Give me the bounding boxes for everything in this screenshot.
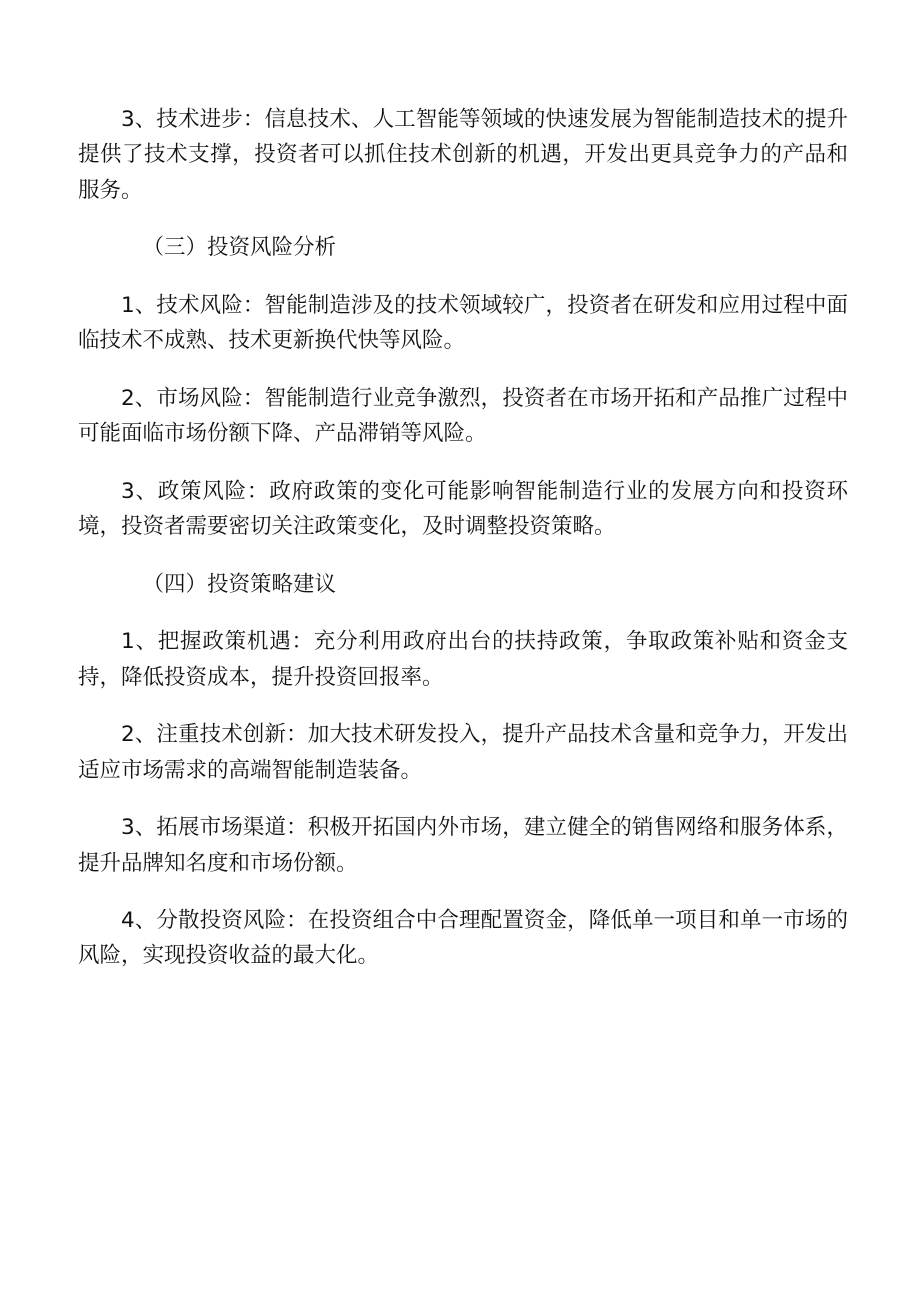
paragraph-policy-opportunity: 1、把握政策机遇：充分利用政府出台的扶持政策，争取政策补贴和资金支持，降低投资成本，提升投资回报率。: [78, 629, 848, 690]
paragraph-tech-innovation: 2、注重技术创新：加大技术研发投入，提升产品技术含量和竞争力，开发出适应市场需求的高端智能制造装备。: [78, 722, 848, 783]
section-heading-strategy: （四）投资策略建议: [142, 571, 337, 597]
section-heading-risk-analysis: （三）投资风险分析: [142, 235, 337, 261]
paragraph-market-risk: 2、市场风险：智能制造行业竞争激烈，投资者在市场开拓和产品推广过程中可能面临市场份额下降、产品滞销等风险。: [78, 385, 848, 447]
document-body: [78, 102, 848, 974]
paragraph-market-channels: 3、拓展市场渠道：积极开拓国内外市场，建立健全的销售网络和服务体系，提升品牌知名度和市场份额。: [78, 815, 848, 876]
paragraph-policy-risk: 3、政策风险：政府政策的变化可能影响智能制造行业的发展方向和投资环境，投资者需要密切关注政策变化，及时调整投资策略。: [78, 478, 848, 540]
paragraph-tech-progress: 3、技术进步：信息技术、人工智能等领域的快速发展为智能制造技术的提升提供了技术支撑，投资者可以抓住技术创新的机遇，开发出更具竞争力的产品和服务。: [78, 107, 848, 203]
paragraph-tech-risk: 1、技术风险：智能制造涉及的技术领域较广，投资者在研发和应用过程中面临技术不成熟、技术更新换代快等风险。: [78, 292, 848, 354]
paragraph-diversify-risk: 4、分散投资风险：在投资组合中合理配置资金，降低单一项目和单一市场的风险，实现投资收益的最大化。: [78, 907, 848, 969]
